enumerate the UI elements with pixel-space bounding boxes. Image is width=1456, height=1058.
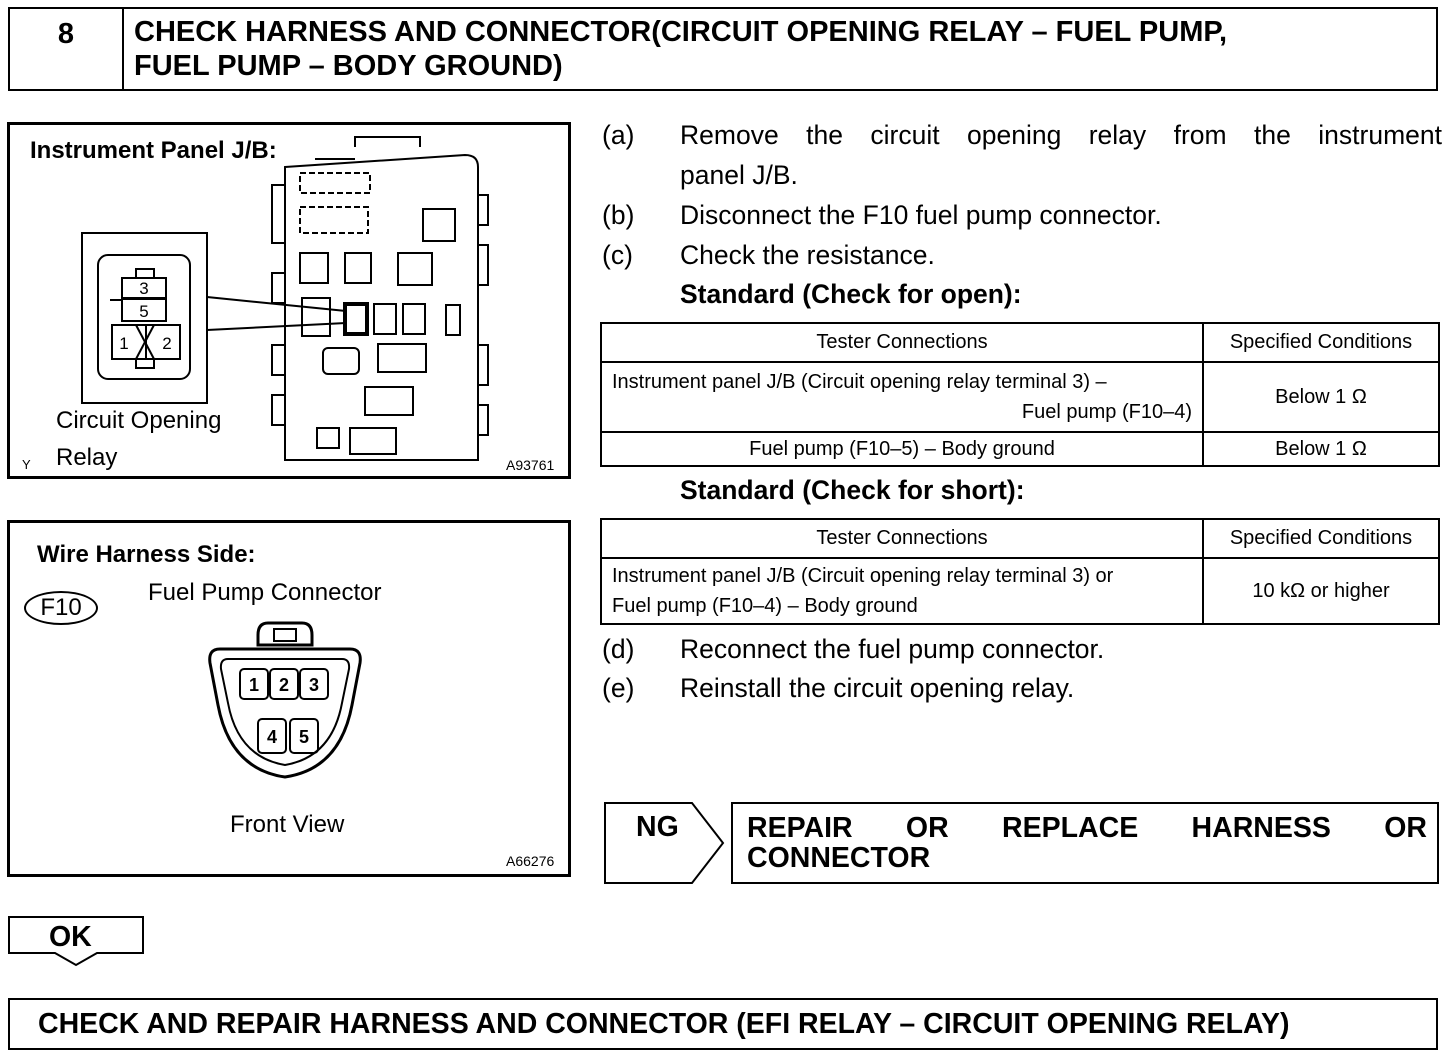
connector-pin-2: 2 bbox=[278, 675, 290, 695]
figure1-corner-mark: Y bbox=[22, 457, 31, 472]
step-d-letter: (d) bbox=[602, 634, 635, 664]
relay-terminal-2: 2 bbox=[162, 334, 172, 353]
connector-pin-5: 5 bbox=[298, 727, 310, 747]
table-row bbox=[601, 432, 1439, 466]
step-title bbox=[134, 15, 1424, 83]
table-row bbox=[601, 362, 1439, 432]
standard-short-heading: Standard (Check for short): bbox=[680, 475, 1025, 505]
step-e-text: Reinstall the circuit opening relay. bbox=[680, 673, 1075, 703]
connector-pin-4: 4 bbox=[266, 727, 278, 747]
table-header-row bbox=[601, 519, 1439, 558]
figure2-title: Wire Harness Side: bbox=[37, 541, 256, 568]
relay-terminal-3: 3 bbox=[139, 279, 149, 298]
next-step-box bbox=[8, 998, 1438, 1050]
callout-line-lower bbox=[207, 323, 346, 330]
col-header-conditions: Specified Conditions bbox=[1203, 323, 1439, 362]
front-view-label: Front View bbox=[230, 811, 345, 838]
tester-connection-cell: Fuel pump (F10–5) – Body ground bbox=[601, 432, 1203, 466]
step-b-text: Disconnect the F10 fuel pump connector. bbox=[680, 200, 1162, 230]
relay-terminal-1: 1 bbox=[119, 334, 129, 353]
fuel-pump-connector-diagram bbox=[200, 619, 370, 781]
ng-word: OR bbox=[905, 812, 949, 844]
ng-word: HARNESS bbox=[1191, 812, 1331, 844]
tester-connection-line2: Fuel pump (F10–4) – Body ground bbox=[612, 595, 918, 617]
specified-condition-cell: Below 1 Ω bbox=[1203, 362, 1439, 432]
tester-connection-line1: Instrument panel J/B (Circuit opening relay terminal 3) – bbox=[612, 371, 1107, 393]
col-header-tester: Tester Connections bbox=[601, 519, 1203, 558]
ok-branch-marker bbox=[7, 915, 145, 967]
next-step-text: CHECK AND REPAIR HARNESS AND CONNECTOR (EFI RELAY – CIRCUIT OPENING RELAY) bbox=[38, 1008, 1290, 1040]
callout-label-line1: Circuit Opening bbox=[56, 407, 222, 434]
ng-branch-marker bbox=[604, 802, 724, 884]
step-title-line1: CHECK HARNESS AND CONNECTOR(CIRCUIT OPENING RELAY – FUEL PUMP, bbox=[134, 16, 1228, 48]
connector-figure bbox=[7, 520, 571, 877]
ng-action-line1 bbox=[747, 812, 1427, 845]
table-header-row bbox=[601, 323, 1439, 362]
circuit-opening-relay-slot bbox=[345, 304, 367, 334]
connector-pin-1: 1 bbox=[248, 675, 260, 695]
col-header-conditions: Specified Conditions bbox=[1203, 519, 1439, 558]
ng-action-line2: CONNECTOR bbox=[747, 842, 931, 874]
callout-line-upper bbox=[207, 297, 346, 311]
step-c-letter: (c) bbox=[602, 240, 633, 270]
tester-connection-line2: Fuel pump (F10–4) bbox=[1021, 401, 1192, 423]
standard-open-heading: Standard (Check for open): bbox=[680, 279, 1022, 309]
table-row bbox=[601, 558, 1439, 624]
step-e bbox=[602, 668, 1442, 708]
step-number: 8 bbox=[10, 9, 124, 89]
ng-word: REPAIR bbox=[747, 812, 853, 844]
connector-name: Fuel Pump Connector bbox=[148, 579, 382, 606]
step-d bbox=[602, 629, 1442, 669]
ng-action-box bbox=[731, 802, 1439, 884]
step-a bbox=[602, 115, 1442, 195]
step-d-text: Reconnect the fuel pump connector. bbox=[680, 634, 1105, 664]
relay-terminal-5: 5 bbox=[139, 302, 149, 321]
callout-label-line2: Relay bbox=[56, 444, 118, 471]
step-c bbox=[602, 235, 1442, 275]
ng-word: OR bbox=[1384, 812, 1427, 844]
figure1-title: Instrument Panel J/B: bbox=[30, 137, 277, 164]
step-title-line2: FUEL PUMP – BODY GROUND) bbox=[134, 50, 563, 82]
step-b bbox=[602, 195, 1442, 235]
figure2-code: A66276 bbox=[506, 853, 555, 869]
tester-connection-cell bbox=[601, 362, 1203, 432]
ok-label: OK bbox=[49, 921, 92, 953]
standard-open-table bbox=[600, 322, 1440, 467]
connector-pin-3: 3 bbox=[308, 675, 320, 695]
step-b-letter: (b) bbox=[602, 200, 635, 230]
standard-short-table bbox=[600, 518, 1440, 625]
step-a-line1: Remove the circuit opening relay from the instrument bbox=[680, 120, 1442, 150]
tester-connection-cell bbox=[601, 558, 1203, 624]
specified-condition-cell: Below 1 Ω bbox=[1203, 432, 1439, 466]
ng-label: NG bbox=[636, 811, 679, 843]
col-header-tester: Tester Connections bbox=[601, 323, 1203, 362]
specified-condition-cell: 10 kΩ or higher bbox=[1203, 558, 1439, 624]
step-header bbox=[8, 7, 1438, 91]
tester-connection-line1: Instrument panel J/B (Circuit opening relay terminal 3) or bbox=[612, 565, 1114, 587]
step-a-line2: panel J/B. bbox=[680, 160, 798, 190]
step-e-letter: (e) bbox=[602, 673, 635, 703]
ng-word: REPLACE bbox=[1002, 812, 1139, 844]
connector-id-badge: F10 bbox=[24, 591, 98, 625]
figure1-code: A93761 bbox=[506, 457, 555, 473]
junction-block-figure bbox=[7, 122, 571, 479]
step-c-text: Check the resistance. bbox=[680, 240, 935, 270]
step-a-letter: (a) bbox=[602, 120, 635, 150]
